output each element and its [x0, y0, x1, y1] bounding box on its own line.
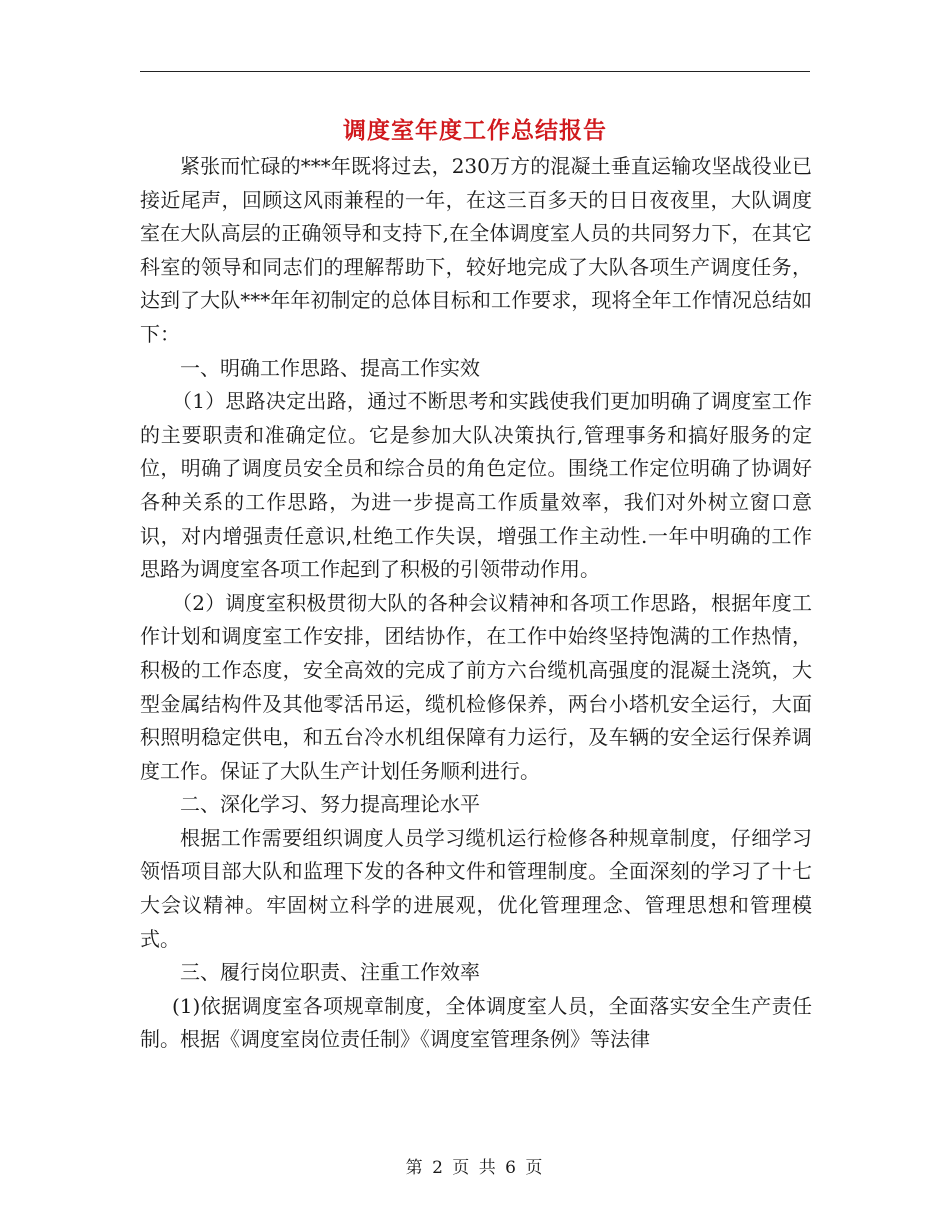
section-2-paragraph: 根据工作需要组织调度人员学习缆机运行检修各种规章制度，仔细学习领悟项目部大队和监理下发的各种文件和管理制度。全面深刻的学习了十七大会议精神。牢固树立科学的进展观，优化管理理念、管理思想和管理模式。: [140, 825, 812, 951]
section-heading-3: 三、履行岗位职责、注重工作效率: [180, 960, 480, 985]
document-title: 调度室年度工作总结报告: [343, 117, 607, 144]
section-heading-2: 二、深化学习、努力提高理论水平: [180, 792, 480, 817]
header-rule: [140, 71, 810, 72]
document-body: [140, 150, 812, 1057]
intro-paragraph: 紧张而忙碌的***年既将过去，230万方的混凝土垂直运输攻坚战役业已接近尾声，回顾这风雨兼程的一年，在这三百多天的日日夜夜里，大队调度室在大队高层的正确领导和支持下,在全体调度室人员的共同努力下，在其它科室的领导和同志们的理解帮助下，较好地完成了大队各项生产调度任务，达到了大队***年年初制定的总体目标和工作要求，现将全年工作情况总结如下：: [140, 154, 812, 346]
section-1-item-2: （2）调度室积极贯彻大队的各种会议精神和各项工作思路，根据年度工作计划和调度室工作安排，团结协作，在工作中始终坚持饱满的工作热情，积极的工作态度，安全高效的完成了前方六台缆机高强度的混凝土浇筑，大型金属结构件及其他零活吊运，缆机检修保养，两台小塔机安全运行，大面积照明稳定供电，和五台冷水机组保障有力运行，及车辆的安全运行保养调度工作。保证了大队生产计划任务顺利进行。: [140, 590, 812, 783]
section-3-item-1: (1)依据调度室各项规章制度，全体调度室人员，全面落实安全生产责任制。根据《调度室岗位责任制》《调度室管理条例》等法律: [140, 993, 812, 1052]
section-heading-1: 一、明确工作思路、提高工作实效: [180, 355, 480, 380]
page-number: 第 2 页 共 6 页: [405, 1158, 545, 1178]
section-1-item-1: （1）思路决定出路，通过不断思考和实践使我们更加明确了调度室工作的主要职责和准确定位。它是参加大队决策执行,管理事务和搞好服务的定位，明确了调度员安全员和综合员的角色定位。围绕工作定位明确了协调好各种关系的工作思路，为进一步提高工作质量效率，我们对外树立窗口意识，对内增强责任意识,杜绝工作失误，增强工作主动性.一年中明确的工作思路为调度室各项工作起到了积极的引领带动作用。: [140, 389, 812, 582]
